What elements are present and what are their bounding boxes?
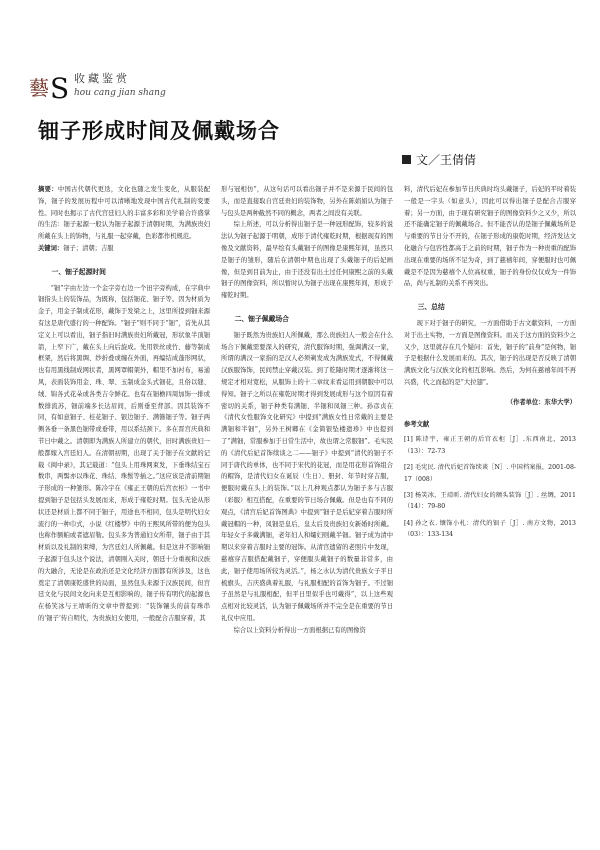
section-heading-3: 三、总结 (417, 303, 445, 312)
keywords-text: 钿子；清朝；吉服 (63, 244, 114, 252)
logo-glyph: 藝 (29, 76, 49, 100)
article-title: 钿子形成时间及佩戴场合 (38, 119, 280, 143)
logo-letter: S (50, 72, 70, 104)
paragraph: 料，清代后妃在参加节日庆典时均头戴钿子，后妃的平时着装一般是一字头（如意头），因此可以得出钿子是配合吉服穿着；另一方面，由于现有研究钿子的图像资料少之又少，所以还不能确定钿子的佩戴场合。但不能否认的是钿子佩戴场所是与重要的节日分不开的，在钿子形成的康乾时期，经济发达文化融合与包容性都高于之前的时期，钿子作为一种贵重的配饰出现在重要的场所不足为奇，到了慈禧年间，穿便服时也可佩戴是不是因为慈禧个人位高权重，钿子的身份仅仅成为一件饰品，尚与礼制的关系不再突出。 (404, 186, 576, 288)
abstract (38, 184, 210, 243)
column-header (28, 68, 228, 108)
text-column-2 (221, 184, 393, 824)
paragraph: 综上所述，可以分析得出钿子是一种冠形配饰，较多的说法认为钿子起源于明朝，成形于清代雍乾时期，根据现有的图像及文献资料，最早绘有头戴钿子的图像是康熙年间，虽然只是钿子的雏形，随后在清朝中期也出现了头戴钿子的后妃画像，但是到目前为止，由于还没有出土过任何康熙之前的头戴钿子的图像资料，所以暂时认为钿子出现在康熙年间，形成于雍乾时期。 (221, 221, 393, 300)
reference-item: [3] 杨笑冰，王靖昕. 清代妇女的额头装饰［J］. 丝绸，2011（14）：79-80 (404, 491, 576, 511)
column-logo (28, 68, 72, 104)
paragraph: 钿子既然为贵族妇人所佩戴，那么贵族妇人一般会在什么场合下佩戴需要深入的研究，清代服饰时期，强调满汉一家，所谓的满汉一家指的是汉人必须剃发成为满族发式，不得佩戴汉族服饰饰，民间禁止穿戴汉装。到了乾隆时期才逐渐将这一规定才相对宽松，从服饰上的十二章纹来看运用到朝服中可以得知。钿子之所以在雍乾时期才得到发展成形与这个原因有着密切的关系，钿子种类有满钿、半钿和凤钿三种。孙彦贞在《清代女性服饰文化研究》中提到“满族女性日常戴的主要是满钿和半钿”，另外王树卿在《金简银坠楼遗珍》中也提到了“满钿，常服参加于日常生活中，故也谓之常服钿”。毛实民的《清代后妃首饰续谈之二——钿子》中提到“清代的钿子不同于唐代的单体，也不同于宋代的花冠，而是用花形首饰组合的帽饰，是清代妇女在诞辰（生日）、册封、年节时穿吉服，便服时戴在头上的装饰。”以上几种观点都认为钿子多与吉服（彩服）相互搭配，在重要的节日场合佩戴。但是也有不同的观点，《清宫后妃首饰图典》中提到“钿子是后妃穿着吉服时所戴冠帽的一种，凤钿是皇后、皇太后及贵族妇女新婚时所戴。年轻女子多戴满钿，老年妇人和孀妇则戴半钿。钿子成为清中期以来穿着吉服时主要的冠饰。从清宫遗留的老照片中发现，慈禧穿吉服搭配戴钿子，穿便服头戴钿子的数量非常多，由此，钿子使用场所较为灵活。”，杨之水认为清代贵族女子平日梳旗头，吉庆盛典着礼服，与礼服相配的首饰为钿子。不过钿子虽然是与礼服相配，但平日里似乎也可戴得”，以上这些观点相对比较灵活，认为钿子佩戴场所并不完全是在重要的节日礼仪中应用。 (221, 331, 393, 622)
column-name-cn: 收藏鉴赏 (74, 72, 130, 85)
paragraph: 形与冠相仿”，从这句话可以看出钿子并不是来源于民间的包头，而是直接取自宫廷贵妇的装饰物，另外在陈娟娟认为钿子与包头是两种截然不同的概念，两者之间没有关联。 (221, 186, 393, 217)
author-line (402, 151, 476, 168)
author-name: 文／王倩倩 (416, 153, 477, 167)
keywords (38, 243, 210, 255)
text-column-3 (404, 184, 576, 824)
paragraph: “钿”字由左边一个金字旁右边一个田字旁构成，在字典中钿指头上的装饰品，为既称，包括钿花、钿子等。因为材质为金子，用金子制成花形，戴饰于发梁之上，这里所提到钿来源有这是唐代盛行的一种配饰。“钿子”则不同于“钿”，首先从其定义上可以看出，钿子指旧时满族贵妇所戴冠，形状象半顶钿箭，上窄下广，戴在头上向后旋成。先用铁丝或竹、藤等制成框架，然后将黑绸、纱折叠或缠在外面，再编结成蓬形网状，也有用黑线制成网状者，黑网罩帽架外，帽里不加衬布，易通风，表面装饰用金、珠、翠、玉制成金头式钿花，且俗以缝、绒、锦各式花朵或各类吉令鲜花。也有在钿檐四周加饰一排或数排流苏，钿前端多长达眉间，后则垂至背部。因其装饰不同，有如意钿子、桂花钿子、银边钿子、满簪钿子等。钿子两侧各垂一条黑色钿带或垂带，用以系结颈下。多在晋宫庆典和节日中戴之。清朝即为满族人所建立的朝代，旧时满族贵妇一般都嫁入宫廷妇人。在清朝初期，出现了关于钿子在文献的记载《闽中录》，其记载道：“包头上用珠网束发，下垂珠结宝石数串，两髻亦以珠花、珠结、珠鬃等插之。”这应该是清前期钿子形成的一种雏形。陈冷宇在《雍正王朝的后宫衣柜》一书中提到钿子是包括头发展而来，形成于雍乾时期。包头无论从形状还是材质上都不同于钿子，用途也不相同，包头是明代妇女流行的一种巾式，小说《红楼梦》中的王熙凤所带的便为包头也称作额帕或者遮眉勒。包头多为普通妇女所带，钿子由于其材质以及礼制的束缚，为宫廷妇人所佩戴。但是这并不影响钿子起源于包头这个说法，清朝刚入关时，朝廷十分重视和汉族的大融合，无论是在政治还是文化经济方面都有所涉及，这也奠定了清朝康乾盛世的局面，虽然包头来源于汉族民间，但宫廷文化与民间文化向来是互相影响的，钿子传有明代的起源也在杨笑冰与王靖昕的文章中曾提到：“装饰镶头的前有珠串的‘钿子’传自明代，为贵族妇女使用，一般配合吉服穿着，其 (38, 284, 210, 622)
author-affiliation: （作者单位：东华大学） (506, 398, 576, 406)
column-name-en: hou cang jian shang (74, 88, 166, 98)
paragraph: 综合以上资料分析得出一方面根据已有的图像资 (233, 626, 366, 634)
bullet-square-icon (402, 155, 411, 164)
section-heading-2: 二、钿子佩戴场合 (234, 314, 289, 323)
section-heading-1: 一、钿子起源时间 (51, 267, 106, 276)
reference-item: [1] 陈诗宇，雍正王朝的后宫衣柜［J］.东西南北，2013（13）：72-73 (404, 436, 576, 455)
reference-item: [2] 毛宪民. 清代后妃首饰续谈［N］. 中国档案报，2001-08-17（008） (404, 464, 576, 483)
text-column-1 (38, 184, 210, 824)
references-heading: 参考文献 (404, 420, 430, 428)
abstract-text: 中国古代朝代更迭，文化也随之发生变化，从服装配饰，钿子的发展历程中可以清晰地发现中国古代礼制的变要性。同时也揭示了古代宫廷妇人的丰富多彩和美学着合许盛掌的生活：钿子起源一般认为钿子起源于清朝时期，为满族贵妇所戴在头上的饰物，与礼服一起穿戴，色彩都作机规范。 (38, 186, 210, 241)
reference-item: [4] 孙之衣. 镶饰小札：清代的钿子［J］. 南方文物，2013（03）：133-134 (404, 519, 576, 539)
abstract-label: 摘要： (38, 186, 58, 193)
paragraph: 现下对于钿子的研究，一方面借助于古文献资料，一方面对于出土实物，一方面是图像资料。而关于这方面的资料少之又少，这里就存在几个疑问：首先，钿子的“前身”是何物，钿子是根据什么发展而来的。其次，钿子的出现是否反映了清朝满族文化与汉族文化的相互影响。然后，为何在慈禧年间不再兴盛，代之而起的是“大拉翅”。 (404, 319, 576, 386)
keywords-label: 关键词： (38, 244, 64, 252)
